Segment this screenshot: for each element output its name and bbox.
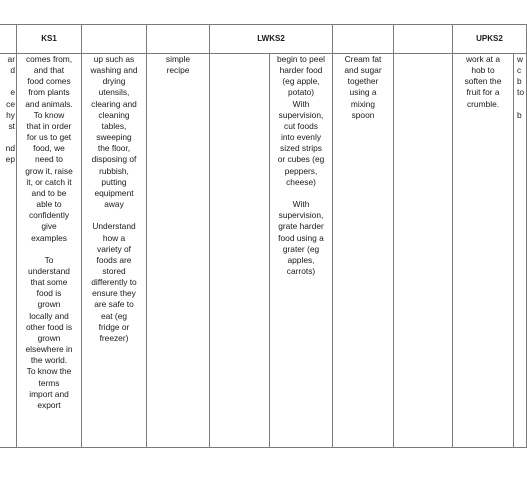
table-cell <box>147 54 210 448</box>
table-cell <box>333 54 394 448</box>
cell-text: up such as washing and drying utensils, clearing and cleaning tables, sweeping the floor, disposing of rubbish, putting equipment away Understand how a variety of foods are stored differently to ensure they are safe to eat (eg fridge or freezer) <box>90 54 138 343</box>
header-ks1: KS1 <box>17 25 82 54</box>
table-cell <box>210 54 270 448</box>
cell-text: begin to peel harder food (eg apple, potato) With supervision, cut foods into evenly sized strips or cubes (eg peppers, cheese) With supervision, grate harder food using a grater (eg apples, carrots) <box>277 54 325 276</box>
cell-text: Cream fat and sugar together using a mixing spoon <box>344 54 382 120</box>
table-cell <box>394 54 453 448</box>
header-cell-blank <box>394 25 453 54</box>
table-cell <box>0 54 17 448</box>
header-cell-blank <box>147 25 210 54</box>
cell-text: comes from, and that food comes from plants and animals. To know that in order for us to get food, we need to grow it, raise it, or catch it and to be able to confidently give examples To understand that some food is grown locally and other food is grown elsewhere in the world. To know the terms import and export <box>25 54 73 410</box>
header-cell-blank-left <box>0 25 17 54</box>
header-cell-blank <box>333 25 394 54</box>
cell-text: work at a hob to soften the fruit for a crumble. <box>464 54 502 109</box>
header-row <box>0 25 527 54</box>
curriculum-table <box>0 24 527 448</box>
header-upks2: UPKS2 <box>453 25 527 54</box>
cell-text: ar d e ce hy st nd ep <box>5 54 15 165</box>
table-cell <box>270 54 333 448</box>
cell-text: w c b to b <box>517 54 524 120</box>
header-cell-blank <box>82 25 147 54</box>
table-cell <box>514 54 527 448</box>
table-cell <box>17 54 82 448</box>
table-cell <box>82 54 147 448</box>
content-row <box>0 54 527 448</box>
header-lwks2: LWKS2 <box>210 25 333 54</box>
cell-text: simple recipe <box>165 54 191 76</box>
table-cell <box>453 54 514 448</box>
